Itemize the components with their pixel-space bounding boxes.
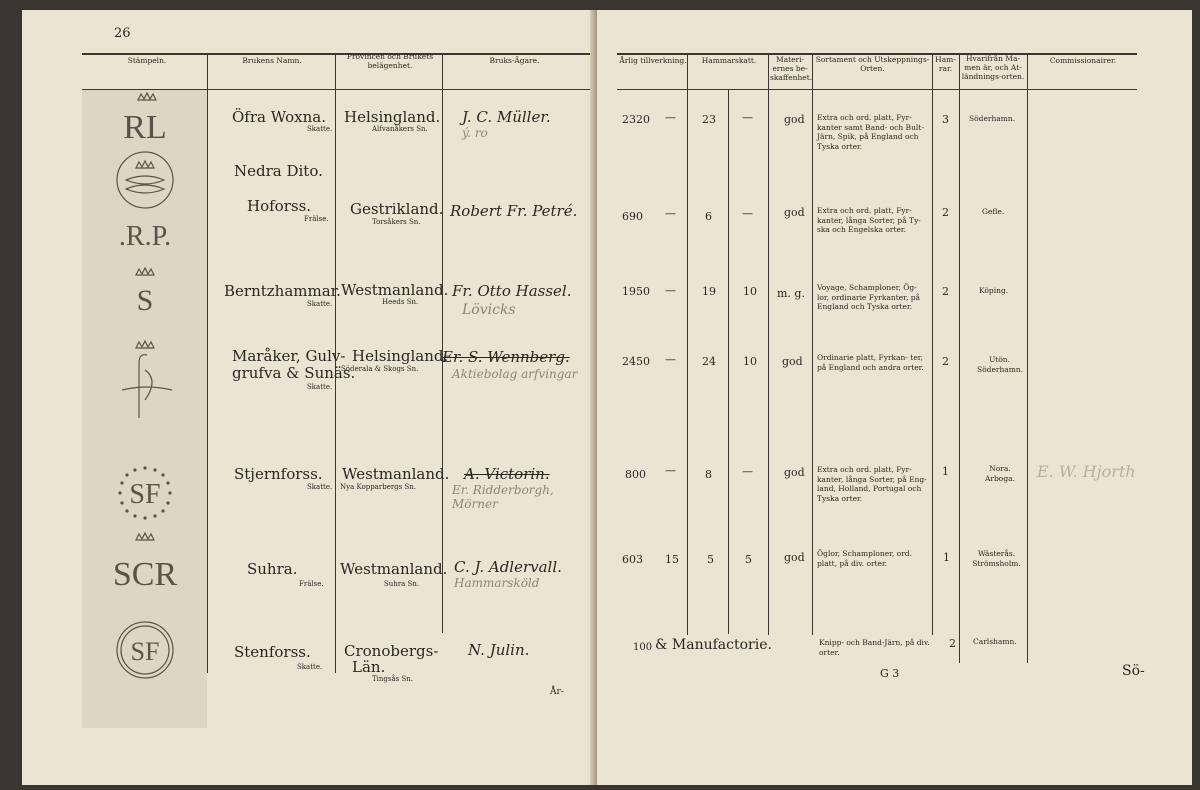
yearly-production: 603 <box>622 553 643 566</box>
quality: m. g. <box>777 287 805 300</box>
hammer-tax-2: 6 <box>705 210 712 223</box>
yearly-production: 690 <box>622 210 643 223</box>
port: Söderhamn. <box>969 114 1016 123</box>
handwritten-note: Hammarsköld <box>454 576 540 590</box>
assortment: Extra och ord. platt, Fyr- kanter, långa Sorter, på Ty- ska och Engelska orter. <box>817 206 921 234</box>
works-type: Skatte. <box>307 383 333 391</box>
right-page <box>597 10 1192 785</box>
hammers: 1 <box>942 465 949 478</box>
hammer-tax-1: 15 <box>665 553 679 566</box>
works-type: Skatte. <box>307 483 333 491</box>
works-name: Suhra. <box>247 560 298 578</box>
hammers: 1 <box>943 551 950 564</box>
signature-mark: G 3 <box>880 667 900 680</box>
port: Gefle. <box>982 207 1005 216</box>
works-type: Frälse. <box>304 215 329 223</box>
province: Gestrikland. <box>350 200 444 218</box>
works-name: Stenforss. <box>234 643 311 661</box>
hammers: 2 <box>949 637 956 650</box>
works-name: Stjernforss. <box>234 465 323 483</box>
hammer-tax-1: — <box>665 353 676 366</box>
stamp-sf-circle: SF <box>130 637 160 666</box>
stamp-scr: SCR <box>112 556 178 593</box>
works-type: Skatte. <box>307 300 333 308</box>
hammer-tax-2: 8 <box>705 468 712 481</box>
assortment: Voyage, Schamploner, Ög- lor, ordinarie Fyrkanter, på England och Tyska orter. <box>817 283 920 311</box>
province: Helsingland. <box>352 347 449 365</box>
yearly-production: 2320 <box>622 113 650 126</box>
hammer-tax-1: — <box>665 464 676 477</box>
port: Utön. Söderhamn. <box>977 355 1024 374</box>
owner: Fr. Otto Hassel. <box>452 282 572 300</box>
header-hammers: Ham- rar. <box>935 55 956 73</box>
yearly-production: 2450 <box>622 355 650 368</box>
header-works-name: Brukens Namn. <box>242 56 302 65</box>
quality: god <box>784 466 805 479</box>
assortment: Ordinarie platt, Fyrkan- ter, på England och andra orter. <box>817 353 924 372</box>
column-divider <box>207 53 208 673</box>
column-divider <box>728 89 729 634</box>
quality: god <box>784 206 805 219</box>
handwritten-note: ý. ro <box>462 126 488 140</box>
assortment: Extra och ord. platt, Fyr- kanter, långa Sorter, på Eng- land, Holland, Portugal och Tyska orter. <box>817 465 927 503</box>
owner: C. J. Adlervall. <box>454 558 562 576</box>
manufactory-note: & Manufactorie. <box>655 637 772 653</box>
hammer-tax-3: 10 <box>743 285 757 298</box>
catchword: Sö- <box>1122 663 1145 679</box>
owner: Er. S. Wennberg. <box>442 348 570 366</box>
hammer-tax-1: — <box>665 284 676 297</box>
column-divider <box>932 53 933 635</box>
stamp-s: S <box>136 284 154 317</box>
stamp-sf-dotted: SF <box>129 479 161 510</box>
works-name: Berntzhammar. <box>224 282 341 300</box>
crown-cross-icon <box>122 341 172 418</box>
hammers: 3 <box>942 113 949 126</box>
hammer-tax-1: — <box>665 111 676 124</box>
parish: Söderala & Skogs Sn. <box>341 365 419 373</box>
yearly-production: 100 <box>633 642 653 653</box>
yearly-production: 800 <box>625 468 646 481</box>
hammer-tax-3: — <box>742 207 753 220</box>
parish: Tingsås Sn. <box>372 675 414 683</box>
column-divider <box>812 53 813 635</box>
owner: A. Victorin. <box>464 465 550 483</box>
port: Wästerås. Strömsholm. <box>972 549 1021 568</box>
owner: J. C. Müller. <box>462 108 551 126</box>
quality: god <box>784 551 805 564</box>
hammer-tax-3: — <box>742 465 753 478</box>
hammer-tax-2: 23 <box>702 113 716 126</box>
header-owner: Bruks-Ägare. <box>489 56 540 65</box>
hammer-tax-3: 10 <box>743 355 757 368</box>
header-assortment: Sortament och Utskeppnings- Orten. <box>815 55 930 73</box>
column-divider <box>442 53 443 633</box>
fish-stamp-icon <box>117 152 173 208</box>
works-name: Maråker, Gulv- <box>232 347 346 365</box>
page-number: 26 <box>114 26 131 41</box>
parish: Suhra Sn. <box>384 580 420 588</box>
parish: Torsåkers Sn. <box>372 218 421 226</box>
parish: Alfvanåkers Sn. <box>372 125 428 133</box>
hammer-tax-2: 24 <box>702 355 716 368</box>
column-divider <box>959 53 960 663</box>
assortment: Extra och ord. platt, Fyr- kanter samt Band- och Bult- Järn, Spik, på England och Tyska orter. <box>817 113 924 151</box>
crown-icon <box>136 533 154 540</box>
works-type: Skatte. <box>297 663 323 671</box>
margin-handwritten-note: E. W. Hjorth <box>1037 462 1136 481</box>
province: Cronobergs- <box>344 642 439 660</box>
column-divider <box>768 53 769 635</box>
header-material: Materi- ernes be- skaffenhet. <box>770 55 813 82</box>
handwritten-note: Lövicks <box>462 302 516 318</box>
stamp-illustrations <box>82 90 207 728</box>
catchword: År- <box>550 687 564 697</box>
header-commission: Commissionairer. <box>1049 56 1117 65</box>
header-top-rule <box>82 53 595 55</box>
works-name-line2: grufva & Sunäs. <box>232 364 356 382</box>
owner: Robert Fr. Petré. <box>450 202 578 220</box>
header-province: Provincen och Brukets belägenhet. <box>346 52 434 70</box>
crown-icon <box>138 93 156 100</box>
port: Köping. <box>979 286 1009 295</box>
hammers: 2 <box>942 355 949 368</box>
owner: N. Julin. <box>468 641 530 659</box>
assortment: Knipp- och Band-Järn, på div. orter. <box>819 638 930 657</box>
hammer-tax-3: 5 <box>745 553 752 566</box>
stamp-rp: .R.P. <box>118 221 172 252</box>
handwritten-note: Aktiebolag arfvingar <box>452 367 578 381</box>
header-stamps: Stämpeln. <box>127 56 167 65</box>
yearly-production: 1950 <box>622 285 650 298</box>
stamp-rl: RL <box>123 109 167 146</box>
left-page <box>22 10 595 785</box>
works-type: Frälse. <box>299 580 324 588</box>
handwritten-note: Er. Ridderborgh, Mörner <box>452 483 554 511</box>
hammers: 2 <box>942 285 949 298</box>
crown-icon <box>136 268 154 275</box>
works-name: Öfra Woxna. <box>232 108 326 126</box>
header-hammer-tax: Hammarskatt. <box>701 56 757 65</box>
hammers: 2 <box>942 206 949 219</box>
column-divider <box>687 53 688 635</box>
header-ports: Hvarifrån Ma- men är, och At- ländnings-orten. <box>961 54 1025 81</box>
parish: Nya Kopparbergs Sn. <box>340 483 417 491</box>
hammer-tax-1: — <box>665 207 676 220</box>
hammer-tax-2: 5 <box>707 553 714 566</box>
province: Westmanland. <box>340 560 448 578</box>
hammer-tax-2: 19 <box>702 285 716 298</box>
assortment: Öglor, Schamploner, ord. platt, på div. orter. <box>817 549 912 568</box>
parish: Heeds Sn. <box>382 298 419 306</box>
province: Westmanland. <box>342 465 450 483</box>
quality: god <box>784 113 805 126</box>
column-divider <box>1027 53 1028 663</box>
works-name: Nedra Dito. <box>234 162 323 180</box>
province: Westmanland. <box>341 281 449 299</box>
port: Nora. Arboga. <box>985 464 1015 483</box>
works-type: Skatte. <box>307 125 333 133</box>
header-bottom-rule <box>617 89 1137 90</box>
province-line2: Län. <box>352 658 386 676</box>
province: Helsingland. <box>344 108 441 126</box>
works-name: Hoforss. <box>247 197 312 215</box>
port: Carlshamn. <box>973 637 1017 646</box>
quality: god <box>782 355 803 368</box>
hammer-tax-3: — <box>742 111 753 124</box>
header-yearly-production: Årlig tillverkning. <box>619 56 687 65</box>
